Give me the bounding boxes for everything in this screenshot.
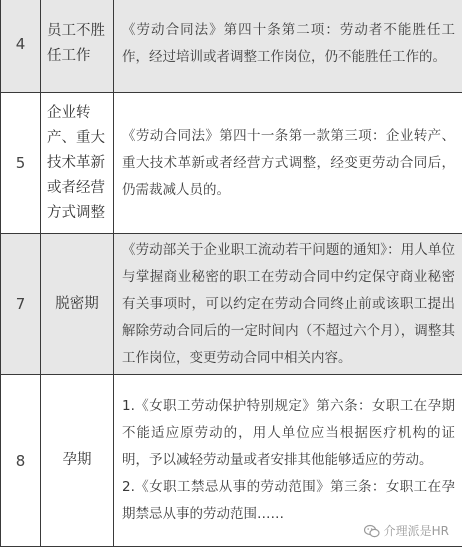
wechat-icon: [364, 524, 380, 538]
table-row: [1, 93, 462, 234]
watermark: [361, 521, 452, 540]
content-paragraph: 《劳动部关于企业职工流动若干问题的通知》：用人单位与掌握商业秘密的职工在劳动合同中约定保守商业秘密有关事项时，可以约定在劳动合同终止前或该职工提出解除劳动合同后的一定时间内（不超过六个月），调整其工作岗位，变更劳动合同中相关内容。: [122, 237, 455, 372]
row-content: [114, 234, 462, 375]
row-topic: 孕期: [41, 375, 114, 547]
row-number: 8: [1, 375, 41, 547]
content-paragraph: 2.《女职工禁忌从事的劳动范围》第三条：女职工在孕期禁忌从事的劳动范围……: [122, 474, 455, 528]
row-topic: 企业转产、重大技术革新或者经营方式调整: [41, 93, 114, 234]
row-number: 4: [1, 0, 41, 93]
content-paragraph: 《劳动合同法》第四十一条第一款第三项：企业转产、重大技术革新或者经营方式调整，经变更劳动合同后，仍需裁减人员的。: [122, 123, 455, 204]
row-content: [114, 0, 462, 93]
row-number: 5: [1, 93, 41, 234]
content-paragraph: 《劳动合同法》第四十条第二项：劳动者不能胜任工作，经过培训或者调整工作岗位，仍不能胜任工作的。: [122, 17, 455, 71]
watermark-text: 介理派是HR: [384, 522, 449, 539]
row-number: 7: [1, 234, 41, 375]
row-topic: 脱密期: [41, 234, 114, 375]
table-row: [1, 234, 462, 375]
table-row: [1, 0, 462, 93]
row-topic: 员工不胜任工作: [41, 0, 114, 93]
row-content: [114, 93, 462, 234]
content-paragraph: 1.《女职工劳动保护特别规定》第六条：女职工在孕期不能适应原劳动的，用人单位应当根据医疗机构的证明，予以减轻劳动量或者安排其他能够适应的劳动。: [122, 393, 455, 474]
